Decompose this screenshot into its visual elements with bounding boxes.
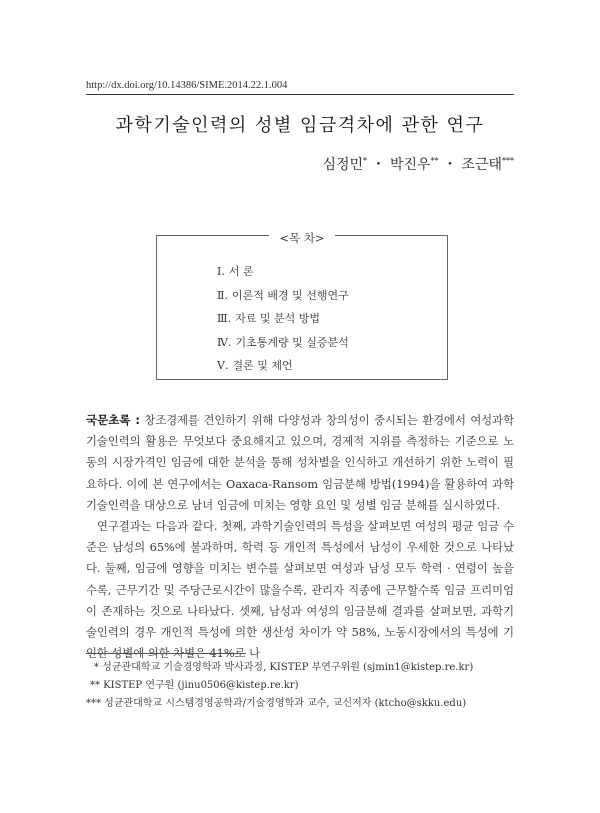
toc-item-label: 결론 및 제언	[232, 359, 293, 372]
toc-item-label: 이론적 배경 및 선행연구	[231, 288, 349, 302]
footnote-1: * 성균관대학교 기술경영학과 박사과정, KISTEP 부연구위원 (sjmin1@kistep.re.kr)	[94, 662, 474, 673]
toc-item-label: 기초통계량 및 실증분석	[235, 335, 349, 349]
author-1-mark: *	[363, 156, 368, 166]
toc-item	[217, 311, 349, 335]
toc-item-number: Ⅰ.	[217, 265, 225, 278]
toc-item-number: Ⅳ.	[217, 335, 232, 349]
author-line	[322, 154, 514, 174]
author-separator: ・	[371, 157, 386, 173]
header-rule	[86, 94, 514, 95]
author-1: 심정민	[322, 157, 364, 173]
toc-item	[217, 335, 349, 359]
abstract-paragraph-2: 연구결과는 다음과 같다. 첫째, 과학기술인력의 특성을 살펴보면 여성의 평균 임금 수준은 남성의 65%에 불과하며, 학력 등 개인적 특성에서 남성이 우세한 것으로 나타났다. 둘째, 임금에 영향을 미치는 변수를 살펴보면 여성과 남성 모두 학력 · 연령이 높을수록, 근무기간 및 주당근로시간이 많을수록, 관리자 직종에 근무할수록 임금 프리미엄이 존재하는 것으로 나타났다. 셋째, 남성과 여성의 임금분해 결과를 살펴보면, 과학기술인력의 경우 개인적 특성에 의한 생산성 차이가 약 58%, 노동시장에서의 특성에 기인한 성별에 의한 차별은 41%로 나	[86, 520, 514, 661]
author-3-mark: ***	[502, 156, 514, 166]
abstract-label: 국문초록 :	[86, 413, 140, 427]
author-2-mark: **	[430, 156, 439, 166]
table-of-contents	[156, 231, 448, 380]
footnote-2: ** KISTEP 연구원 (jinu0506@kistep.re.kr)	[90, 680, 299, 691]
paper-title: 과학기술인력의 성별 임금격차에 관한 연구	[115, 115, 485, 136]
footnotes	[86, 659, 473, 713]
toc-item-label: 자료 및 분석 방법	[235, 312, 320, 325]
toc-item-number: Ⅲ.	[217, 312, 232, 325]
abstract-text-1: 창조경제를 견인하기 위해 다양성과 창의성이 중시되는 환경에서 여성과학기술인력의 활용은 무엇보다 중요해지고 있으며, 경제적 지위를 측정하는 기준으로 노동의 시장가격인 임금에 대한 분석을 통해 성차별을 인식하고 개선하기 위한 노력이 필요하다. 이에 본 연구에서는 Oaxaca-Ransom 임금분해 방법(1994)을 활용하여 과학기술인력을 대상으로 남녀 임금에 미치는 영향 요인 및 성별 임금 분해를 실시하였다.	[86, 414, 515, 512]
toc-item-label: 서 론	[228, 265, 254, 278]
author-separator: ・	[442, 157, 457, 173]
abstract	[86, 410, 514, 664]
toc-list	[217, 264, 349, 382]
doi-link[interactable]: http://dx.doi.org/10.14386/SIME.2014.22.1.004	[86, 80, 288, 91]
author-3: 조근태	[461, 157, 502, 173]
author-2: 박진우	[389, 157, 431, 173]
toc-item-number: Ⅱ.	[217, 288, 228, 302]
footnote-rule	[86, 653, 246, 654]
toc-item	[217, 358, 349, 382]
abstract-paragraph-1	[86, 410, 514, 516]
toc-item	[217, 288, 349, 312]
toc-item-number: Ⅴ.	[217, 359, 229, 372]
footnote-3: *** 성균관대학교 시스템경영공학과/기술경영학과 교수, 교신저자 (ktcho@skku.edu)	[86, 698, 467, 709]
toc-heading: <목 차>	[269, 231, 334, 245]
toc-item	[217, 264, 349, 288]
